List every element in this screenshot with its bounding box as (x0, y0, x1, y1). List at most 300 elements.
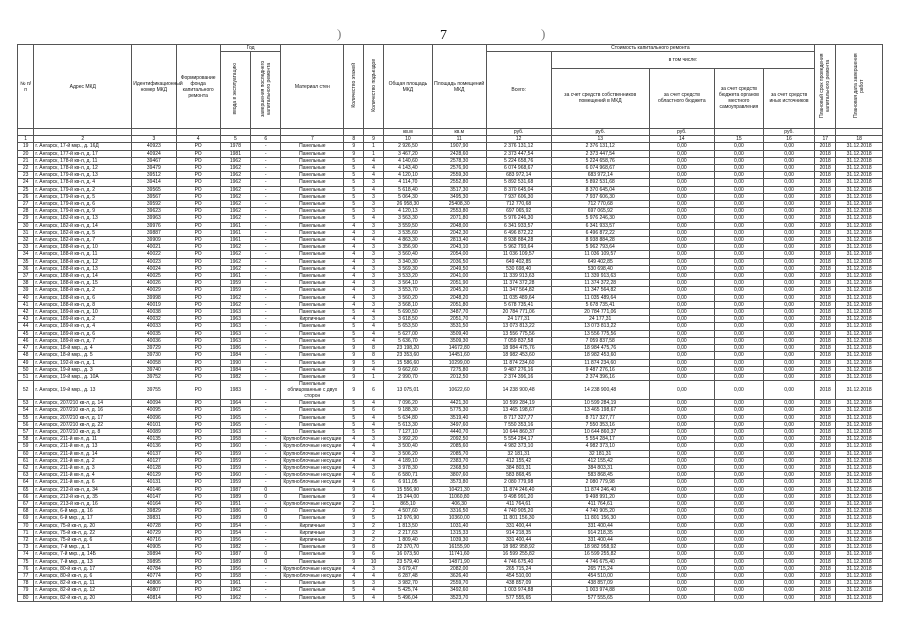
address-cell: г. Ангарск, 188-й кв-л, д. 11 (34, 251, 132, 258)
row-n-cell: 32 (18, 237, 34, 244)
mkd-id-cell: 40136 (132, 443, 176, 450)
year-last-repair-cell: - (251, 237, 281, 244)
mkd-id-cell: 40024 (132, 265, 176, 272)
area-rooms-cell: 2042,30 (432, 229, 486, 236)
cost-regional-cell: 0,00 (649, 280, 714, 287)
area-rooms-cell: 3807,60 (432, 472, 486, 479)
plan-end-date-cell: 31.12.2018 (836, 287, 883, 294)
cost-own-cell: 411 764,61 (551, 500, 649, 507)
cost-regional-cell: 0,00 (649, 414, 714, 421)
cost-other-cell: 0,00 (763, 381, 814, 400)
cost-other-cell: 0,00 (763, 244, 814, 251)
year-commission-cell: 1965 (220, 414, 250, 421)
floors-cell: 9 (344, 366, 364, 373)
cost-own-cell: 10 599 284,19 (551, 400, 649, 407)
cost-total-cell: 712 770,68 (486, 201, 551, 208)
address-cell: г. Ангарск, 179-й кв-л, д. 6 (34, 201, 132, 208)
wall-material-cell: Панельные (281, 345, 344, 352)
cost-other-cell: 0,00 (763, 229, 814, 236)
row-n-cell: 54 (18, 407, 34, 414)
area-total-cell: 4 114,70 (383, 179, 432, 186)
header-entrances-text: Количество подъездов (370, 59, 377, 112)
cost-total-cell: 10 599 284,19 (486, 400, 551, 407)
cost-regional-cell: 0,00 (649, 273, 714, 280)
area-total-cell: 5 653,50 (383, 323, 432, 330)
floors-cell: 5 (344, 186, 364, 193)
cost-local-cell: 0,00 (714, 594, 763, 601)
area-rooms-cell: 14672,80 (432, 345, 486, 352)
wall-material-cell: Панельные (281, 273, 344, 280)
table-row (18, 529, 883, 536)
mkd-id-cell: 40038 (132, 309, 176, 316)
cost-local-cell: 0,00 (714, 551, 763, 558)
plan-end-date-cell: 31.12.2018 (836, 337, 883, 344)
cost-own-cell: 11 036 109,57 (551, 251, 649, 258)
table-row (18, 309, 883, 316)
fund-cell: РО (176, 201, 220, 208)
floors-cell: 5 (344, 580, 364, 587)
plan-year-cell: 2018 (815, 464, 836, 471)
year-last-repair-cell: - (251, 143, 281, 150)
mkd-id-cell: 39740 (132, 366, 176, 373)
floors-cell: 9 (344, 143, 364, 150)
year-last-repair-cell: - (251, 359, 281, 366)
year-commission-cell: 1983 (220, 381, 250, 400)
table-row (18, 414, 883, 421)
fund-cell: РО (176, 428, 220, 435)
cost-regional-cell: 0,00 (649, 359, 714, 366)
area-rooms-cell: 14871,90 (432, 558, 486, 565)
year-last-repair-cell: - (251, 244, 281, 251)
address-cell: г. Ангарск, 211-й кв-л, д. 2 (34, 457, 132, 464)
cost-regional-cell: 0,00 (649, 215, 714, 222)
year-last-repair-cell: - (251, 265, 281, 272)
wall-material-cell: Панельные (281, 551, 344, 558)
entrances-cell: 3 (364, 251, 384, 258)
area-rooms-cell: 2043,10 (432, 244, 486, 251)
year-commission-cell: 1962 (220, 258, 250, 265)
table-row (18, 352, 883, 359)
plan-year-cell: 2018 (815, 536, 836, 543)
row-n-cell: 76 (18, 565, 34, 572)
area-total-cell: 15 556,90 (383, 486, 432, 493)
wall-material-cell: Панельные (281, 352, 344, 359)
entrances-cell: 5 (364, 359, 384, 366)
fund-cell: РО (176, 251, 220, 258)
cost-local-cell: 0,00 (714, 529, 763, 536)
cost-regional-cell: 0,00 (649, 186, 714, 193)
cost-regional-cell: 0,00 (649, 572, 714, 579)
mkd-id-cell: 39467 (132, 157, 176, 164)
floors-cell: 4 (344, 280, 364, 287)
entrances-cell: 4 (364, 309, 384, 316)
entrances-cell: 1 (364, 150, 384, 157)
address-cell: г. Ангарск, 179-й кв-л, д. 13 (34, 172, 132, 179)
address-cell: г. Ангарск, 212-й кв-л, д. 35 (34, 493, 132, 500)
column-number: 13 (551, 136, 649, 143)
fund-cell: РО (176, 301, 220, 308)
fund-cell: РО (176, 436, 220, 443)
cost-other-cell: 0,00 (763, 443, 814, 450)
area-rooms-cell: 3517,30 (432, 186, 486, 193)
fund-cell: РО (176, 500, 220, 507)
table-row (18, 493, 883, 500)
cost-total-cell: 8 938 884,28 (486, 237, 551, 244)
table-row (18, 222, 883, 229)
cost-own-cell: 18 982 453,60 (551, 352, 649, 359)
floors-cell: 5 (344, 407, 364, 414)
floors-cell: 3 (344, 529, 364, 536)
row-n-cell: 75 (18, 558, 34, 565)
wall-material-cell: Панельные (281, 544, 344, 551)
floors-cell: 4 (344, 222, 364, 229)
cost-regional-cell: 0,00 (649, 258, 714, 265)
row-n-cell: 66 (18, 493, 34, 500)
area-total-cell: 4 189,10 (383, 457, 432, 464)
year-commission-cell: 1956 (220, 565, 250, 572)
mkd-id-cell: 39829 (132, 508, 176, 515)
cost-other-cell: 0,00 (763, 565, 814, 572)
floors-cell: 5 (344, 400, 364, 407)
year-commission-cell: 1987 (220, 551, 250, 558)
cost-own-cell: 13 465 198,67 (551, 407, 649, 414)
cost-regional-cell: 0,00 (649, 330, 714, 337)
year-commission-cell: 1989 (220, 493, 250, 500)
cost-local-cell: 0,00 (714, 443, 763, 450)
table-row (18, 201, 883, 208)
area-rooms-cell: 11060,80 (432, 493, 486, 500)
cost-total-cell: 18 984 475,76 (486, 345, 551, 352)
year-last-repair-cell: - (251, 580, 281, 587)
cost-total-cell: 32 181,31 (486, 450, 551, 457)
wall-material-cell: Крупноблочные несущие (281, 436, 344, 443)
entrances-cell: 4 (364, 157, 384, 164)
fund-cell: РО (176, 400, 220, 407)
area-rooms-cell: 2051,70 (432, 316, 486, 323)
entrances-cell: 3 (364, 580, 384, 587)
wall-material-cell: Панельные (281, 421, 344, 428)
year-last-repair-cell: - (251, 157, 281, 164)
cost-total-cell: 16 599 255,82 (486, 551, 551, 558)
cost-local-cell: 0,00 (714, 500, 763, 507)
table-row (18, 381, 883, 400)
row-n-cell: 59 (18, 443, 34, 450)
cost-regional-cell: 0,00 (649, 421, 714, 428)
cost-own-cell: 20 784 771,06 (551, 309, 649, 316)
address-cell: г. Ангарск, 189-й кв-л, д. 10 (34, 309, 132, 316)
table-row (18, 316, 883, 323)
cost-regional-cell: 0,00 (649, 165, 714, 172)
mkd-id-cell: 39565 (132, 186, 176, 193)
row-n-cell: 33 (18, 244, 34, 251)
entrances-cell: 4 (364, 493, 384, 500)
address-cell: г. Ангарск, 7-й мкр., д. 13 (34, 558, 132, 565)
address-cell: г. Ангарск, 7-й мкр., д. 1 (34, 544, 132, 551)
year-last-repair-cell: - (251, 330, 281, 337)
entrances-cell: 3 (364, 229, 384, 236)
floors-cell: 5 (344, 157, 364, 164)
year-commission-cell: 1962 (220, 265, 250, 272)
fund-cell: РО (176, 208, 220, 215)
cost-regional-cell: 0,00 (649, 143, 714, 150)
table-row (18, 587, 883, 594)
cost-local-cell: 0,00 (714, 558, 763, 565)
area-total-cell: 3 563,30 (383, 215, 432, 222)
wall-material-cell: Панельные облицованные с двух сторон (281, 381, 344, 400)
entrances-cell: 1 (364, 373, 384, 380)
cost-own-cell: 32 181,31 (551, 450, 649, 457)
table-row (18, 157, 883, 164)
plan-end-date-cell: 31.12.2018 (836, 457, 883, 464)
plan-year-cell: 2018 (815, 251, 836, 258)
wall-material-cell: Крупноблочные несущие (281, 472, 344, 479)
row-n-cell: 77 (18, 572, 34, 579)
cost-other-cell: 0,00 (763, 309, 814, 316)
plan-end-date-cell: 31.12.2018 (836, 222, 883, 229)
fund-cell: РО (176, 229, 220, 236)
cost-total-cell: 530 698,40 (486, 265, 551, 272)
plan-year-cell: 2018 (815, 222, 836, 229)
header-address: Адрес МКД (34, 45, 132, 129)
column-numbers-row (18, 136, 883, 143)
table-row (18, 565, 883, 572)
plan-year-cell: 2018 (815, 229, 836, 236)
cost-regional-cell: 0,00 (649, 345, 714, 352)
cost-local-cell: 0,00 (714, 486, 763, 493)
address-cell: г. Ангарск, 179-й кв-л, д. 9 (34, 208, 132, 215)
entrances-cell: 5 (364, 428, 384, 435)
mkd-id-cell: 40058 (132, 359, 176, 366)
row-n-cell: 52 (18, 381, 34, 400)
plan-end-date-cell: 31.12.2018 (836, 179, 883, 186)
plan-end-date-cell: 31.12.2018 (836, 572, 883, 579)
cost-own-cell: 10 644 860,37 (551, 428, 649, 435)
column-number: 14 (649, 136, 714, 143)
plan-end-date-cell: 31.12.2018 (836, 472, 883, 479)
fund-cell: РО (176, 565, 220, 572)
unit-own: руб. (551, 129, 649, 136)
floors-cell: 9 (344, 352, 364, 359)
address-cell: г. Ангарск, 188-й кв-л, д. 8 (34, 301, 132, 308)
plan-end-date-cell: 31.12.2018 (836, 551, 883, 558)
row-n-cell: 25 (18, 186, 34, 193)
fund-cell: РО (176, 143, 220, 150)
row-n-cell: 42 (18, 309, 34, 316)
cost-other-cell: 0,00 (763, 215, 814, 222)
area-total-cell: 3 356,90 (383, 244, 432, 251)
address-cell: г. Ангарск, 178-й кв-л, д. 12 (34, 165, 132, 172)
fund-cell: РО (176, 150, 220, 157)
cost-other-cell: 0,00 (763, 165, 814, 172)
wall-material-cell: Панельные (281, 428, 344, 435)
plan-end-date-cell: 31.12.2018 (836, 587, 883, 594)
cost-total-cell: 2 376 131,12 (486, 143, 551, 150)
fund-cell: РО (176, 443, 220, 450)
cost-own-cell: 7 550 353,16 (551, 421, 649, 428)
year-commission-cell: 1978 (220, 143, 250, 150)
fund-cell: РО (176, 287, 220, 294)
cost-own-cell: 6 496 872,22 (551, 229, 649, 236)
cost-total-cell: 411 764,61 (486, 500, 551, 507)
entrances-cell: 4 (364, 186, 384, 193)
row-n-cell: 53 (18, 400, 34, 407)
wall-material-cell: Панельные (281, 587, 344, 594)
plan-end-date-cell: 31.12.2018 (836, 229, 883, 236)
area-total-cell: 5 636,70 (383, 337, 432, 344)
wall-material-cell: Панельные (281, 280, 344, 287)
entrances-cell: 4 (364, 215, 384, 222)
area-rooms-cell: 3626,40 (432, 572, 486, 579)
cost-local-cell: 0,00 (714, 522, 763, 529)
cost-own-cell: 914 218,35 (551, 529, 649, 536)
year-commission-cell: 1961 (220, 229, 250, 236)
address-cell: г. Ангарск, 18-й мкр., д. 5 (34, 352, 132, 359)
header-cost-group: Стоимость капитального ремонта (486, 45, 815, 52)
cost-regional-cell: 0,00 (649, 237, 714, 244)
year-commission-cell: 1960 (220, 472, 250, 479)
cost-total-cell: 454 510,00 (486, 572, 551, 579)
year-last-repair-cell: - (251, 587, 281, 594)
wall-material-cell: Панельные (281, 580, 344, 587)
cost-local-cell: 0,00 (714, 414, 763, 421)
area-rooms-cell: 2085,60 (432, 443, 486, 450)
cost-local-cell: 0,00 (714, 373, 763, 380)
cost-regional-cell: 0,00 (649, 515, 714, 522)
year-commission-cell: 1981 (220, 150, 250, 157)
row-n-cell: 22 (18, 165, 34, 172)
cost-regional-cell: 0,00 (649, 551, 714, 558)
wall-material-cell: Панельные (281, 179, 344, 186)
plan-year-cell: 2018 (815, 309, 836, 316)
year-commission-cell: 1986 (220, 345, 250, 352)
cost-regional-cell: 0,00 (649, 486, 714, 493)
wall-material-cell: Кирпичные (281, 529, 344, 536)
column-number: 8 (344, 136, 364, 143)
address-cell: г. Ангарск, 19-й мкр., д. 13 (34, 381, 132, 400)
address-cell: г. Ангарск, 75-й кв-л, д. 6 (34, 536, 132, 543)
year-commission-cell: 1962 (220, 244, 250, 251)
address-cell: г. Ангарск, 182-й кв-л, д. 7 (34, 237, 132, 244)
area-rooms-cell: 2051,90 (432, 280, 486, 287)
area-total-cell: 4 120,10 (383, 172, 432, 179)
cost-local-cell: 0,00 (714, 565, 763, 572)
fund-cell: РО (176, 193, 220, 200)
entrances-cell: 4 (364, 323, 384, 330)
cost-total-cell: 412 155,42 (486, 457, 551, 464)
address-cell: г. Ангарск, 188-й кв-л, д. 10 (34, 244, 132, 251)
row-n-cell: 44 (18, 323, 34, 330)
entrances-cell: 2 (364, 536, 384, 543)
mkd-id-cell: 39894 (132, 551, 176, 558)
plan-end-date-cell: 31.12.2018 (836, 515, 883, 522)
plan-end-date-cell: 31.12.2018 (836, 208, 883, 215)
cost-total-cell: 6 341 933,57 (486, 222, 551, 229)
cost-own-cell: 18 982 958,92 (551, 544, 649, 551)
plan-end-date-cell: 31.12.2018 (836, 436, 883, 443)
column-number: 10 (383, 136, 432, 143)
floors-cell: 4 (344, 479, 364, 486)
cost-local-cell: 0,00 (714, 179, 763, 186)
cost-total-cell: 7 550 353,16 (486, 421, 551, 428)
wall-material-cell: Панельные (281, 237, 344, 244)
area-total-cell: 3 500,40 (383, 443, 432, 450)
cost-local-cell: 0,00 (714, 215, 763, 222)
table-row (18, 229, 883, 236)
plan-end-date-cell: 31.12.2018 (836, 330, 883, 337)
floors-cell: 5 (344, 309, 364, 316)
floors-cell: 4 (344, 565, 364, 572)
floors-cell: 5 (344, 193, 364, 200)
cost-local-cell: 0,00 (714, 265, 763, 272)
plan-end-date-cell: 31.12.2018 (836, 421, 883, 428)
plan-year-cell: 2018 (815, 157, 836, 164)
cost-local-cell: 0,00 (714, 273, 763, 280)
cost-local-cell: 0,00 (714, 381, 763, 400)
entrances-cell: 4 (364, 165, 384, 172)
area-rooms-cell: 1031,40 (432, 522, 486, 529)
year-last-repair-cell: - (251, 436, 281, 443)
year-last-repair-cell: 0 (251, 515, 281, 522)
plan-end-date-cell: 31.12.2018 (836, 258, 883, 265)
header-year-commission (220, 52, 250, 129)
area-total-cell: 5 064,30 (383, 193, 432, 200)
area-total-cell: 3 340,30 (383, 258, 432, 265)
plan-year-cell: 2018 (815, 407, 836, 414)
cost-own-cell: 13 073 813,22 (551, 323, 649, 330)
row-n-cell: 35 (18, 258, 34, 265)
cost-regional-cell: 0,00 (649, 381, 714, 400)
row-n-cell: 27 (18, 201, 34, 208)
year-commission-cell: 1965 (220, 421, 250, 428)
header-own: за счет средств собственников помещений в МКД (551, 68, 649, 128)
plan-end-date-cell: 31.12.2018 (836, 172, 883, 179)
fund-cell: РО (176, 464, 220, 471)
mkd-id-cell: 40774 (132, 572, 176, 579)
row-n-cell: 73 (18, 544, 34, 551)
year-last-repair-cell: - (251, 294, 281, 301)
area-rooms-cell: 2092,50 (432, 436, 486, 443)
entrances-cell: 4 (364, 443, 384, 450)
cost-regional-cell: 0,00 (649, 400, 714, 407)
floors-cell: 9 (344, 381, 364, 400)
cost-local-cell: 0,00 (714, 493, 763, 500)
year-last-repair-cell: - (251, 222, 281, 229)
plan-end-date-cell: 31.12.2018 (836, 381, 883, 400)
year-last-repair-cell: - (251, 500, 281, 507)
cost-local-cell: 0,00 (714, 309, 763, 316)
area-rooms-cell: 2553,80 (432, 208, 486, 215)
year-commission-cell: 1959 (220, 464, 250, 471)
row-n-cell: 23 (18, 172, 34, 179)
cost-other-cell: 0,00 (763, 258, 814, 265)
entrances-cell: 8 (364, 544, 384, 551)
year-commission-cell: 1962 (220, 165, 250, 172)
fund-cell: РО (176, 280, 220, 287)
cost-other-cell: 0,00 (763, 316, 814, 323)
plan-year-cell: 2018 (815, 287, 836, 294)
cost-regional-cell: 0,00 (649, 366, 714, 373)
address-cell: г. Ангарск, 17-й мкр., д. 16Д (34, 143, 132, 150)
cost-own-cell: 331 400,44 (551, 522, 649, 529)
area-rooms-cell: 3487,70 (432, 309, 486, 316)
cost-own-cell: 697 065,92 (551, 208, 649, 215)
table-row (18, 421, 883, 428)
area-rooms-cell: 2559,30 (432, 172, 486, 179)
year-commission-cell: 1961 (220, 273, 250, 280)
area-total-cell: 5 690,50 (383, 309, 432, 316)
cost-other-cell: 0,00 (763, 201, 814, 208)
plan-end-date-cell: 31.12.2018 (836, 565, 883, 572)
